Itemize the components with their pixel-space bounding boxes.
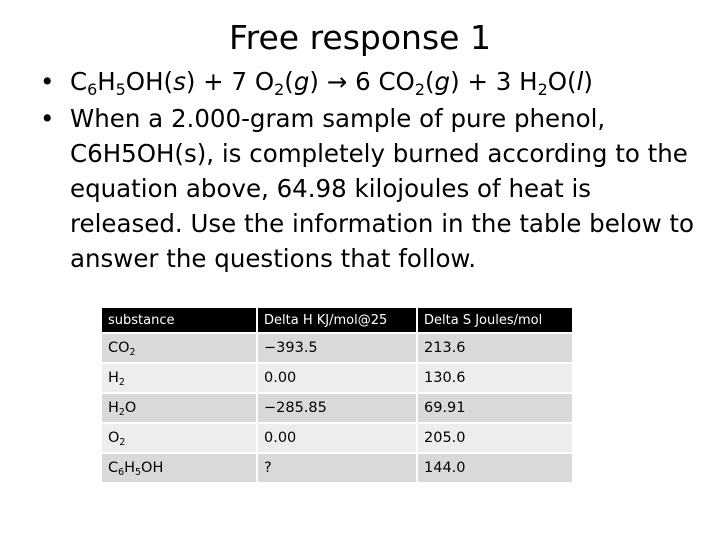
cell-substance: $H_2O$ [102,394,256,422]
table-row [102,424,572,452]
cell-substance: $H_2$ [102,364,256,392]
cell-delta-s: 69.91 [418,394,572,422]
slide-title: Free response 1 [229,18,491,57]
bullet-list [40,64,700,276]
cell-delta-s: 213.6 [418,334,572,362]
cell-substance: $O_2$ [102,424,256,452]
table-row [102,394,572,422]
description-text: When a 2.000-gram sample of pure phenol, C6H5OH(s), is completely burned according to the equation above, 64.98 kilojoules of heat is released. Use the information in the table below to answer the questions that follow. [70,104,695,273]
table-row [102,334,572,362]
bullet-equation [40,64,700,99]
header-delta-s: Delta S Joules/mol [418,308,572,332]
bullet-description [40,101,700,276]
cell-delta-s: 205.0 [418,424,572,452]
header-substance: substance [102,308,256,332]
cell-substance: $C_6H_5OH$ [102,454,256,482]
cell-delta-h: −393.5 [258,334,416,362]
cell-substance: $CO_2$ [102,334,256,362]
cell-delta-h: ? [258,454,416,482]
table-header-row [102,308,572,332]
cell-delta-h: 0.00 [258,364,416,392]
chemical-equation: $C_6H_5OH(s) + 7$ $O_2(g) \to 6$ $CO_2(g) + 3$ $H_2O(l)$ [70,67,593,99]
bullet-marker: • [40,104,55,133]
cell-delta-s: 144.0 [418,454,572,482]
bullet-marker: • [40,67,55,96]
thermo-data-table [100,306,574,484]
cell-delta-h: −285.85 [258,394,416,422]
table-row [102,364,572,392]
cell-delta-s: 130.6 [418,364,572,392]
cell-delta-h: 0.00 [258,424,416,452]
header-delta-h: Delta H KJ/mol@25 [258,308,416,332]
table-row [102,454,572,482]
